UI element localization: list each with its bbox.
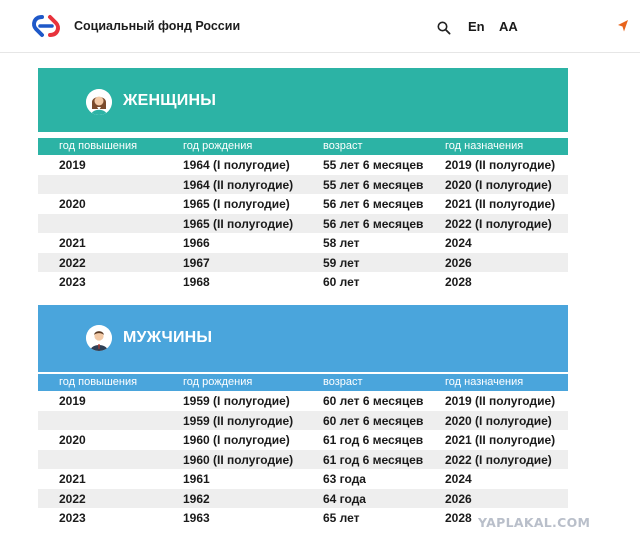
cell-assign-year: 2022 (I полугодие) (445, 216, 552, 231)
cell-raise-year: 2022 (59, 491, 86, 506)
cell-assign-year: 2021 (II полугодие) (445, 197, 556, 211)
table-row (38, 272, 568, 292)
cell-assign-year: 2020 (I полугодие) (445, 177, 552, 192)
cell-assign-year: 2019 (II полугодие) (445, 158, 556, 172)
language-switch-button[interactable]: En (468, 19, 485, 34)
table-row (38, 155, 568, 175)
men-banner (38, 305, 568, 372)
cell-assign-year: 2024 (445, 472, 472, 486)
cell-birth-year: 1964 (II полугодие) (183, 177, 294, 192)
col-header-raise-year: год повышения (59, 376, 138, 388)
table-row (38, 469, 568, 489)
cell-raise-year: 2020 (59, 197, 86, 211)
cell-birth-year: 1960 (II полугодие) (183, 452, 294, 467)
cell-raise-year: 2020 (59, 433, 86, 447)
cell-age: 59 лет (323, 255, 360, 270)
cell-birth-year: 1964 (I полугодие) (183, 158, 290, 172)
cell-raise-year: 2023 (59, 511, 86, 525)
cell-assign-year: 2028 (445, 275, 472, 289)
table-row (38, 175, 568, 195)
cell-raise-year: 2021 (59, 472, 86, 486)
search-icon[interactable] (437, 21, 451, 35)
table-row (38, 194, 568, 214)
cell-age: 55 лет 6 месяцев (323, 177, 424, 192)
cell-assign-year: 2022 (I полугодие) (445, 452, 552, 467)
women-table-header (38, 138, 568, 155)
cell-birth-year: 1959 (I полугодие) (183, 394, 290, 408)
cell-age: 63 года (323, 472, 366, 486)
cell-birth-year: 1965 (II полугодие) (183, 216, 294, 231)
man-avatar-icon (86, 325, 112, 351)
col-header-birth-year: год рождения (183, 376, 253, 388)
cell-assign-year: 2026 (445, 491, 472, 506)
cell-age: 61 год 6 месяцев (323, 452, 424, 467)
men-table-header (38, 374, 568, 391)
cell-birth-year: 1963 (183, 511, 210, 525)
cell-raise-year: 2019 (59, 158, 86, 172)
cell-assign-year: 2019 (II полугодие) (445, 394, 556, 408)
cell-age: 56 лет 6 месяцев (323, 197, 424, 211)
col-header-raise-year: год повышения (59, 140, 138, 152)
site-title[interactable]: Социальный фонд России (74, 19, 241, 33)
col-header-age: возраст (323, 140, 363, 152)
cell-age: 64 года (323, 491, 366, 506)
men-title: МУЖЧИНЫ (123, 329, 213, 346)
cell-birth-year: 1965 (I полугодие) (183, 197, 290, 211)
table-row (38, 214, 568, 234)
logo-icon[interactable] (30, 13, 62, 39)
men-table (38, 374, 568, 528)
cell-assign-year: 2026 (445, 255, 472, 270)
table-row (38, 253, 568, 273)
table-row (38, 489, 568, 509)
cell-raise-year: 2021 (59, 236, 86, 250)
cell-age: 60 лет 6 месяцев (323, 413, 424, 428)
cell-age: 58 лет (323, 236, 360, 250)
cell-raise-year: 2019 (59, 394, 86, 408)
cell-assign-year: 2020 (I полугодие) (445, 413, 552, 428)
table-row (38, 391, 568, 411)
site-header (0, 0, 640, 53)
cell-age: 65 лет (323, 511, 360, 525)
cell-birth-year: 1968 (183, 275, 210, 289)
location-arrow-icon[interactable] (617, 19, 629, 33)
cell-age: 61 год 6 месяцев (323, 433, 424, 447)
table-row (38, 450, 568, 470)
women-title: ЖЕНЩИНЫ (123, 92, 217, 109)
cell-raise-year: 2023 (59, 275, 86, 289)
cell-assign-year: 2028 (445, 511, 472, 525)
cell-assign-year: 2024 (445, 236, 472, 250)
cell-assign-year: 2021 (II полугодие) (445, 433, 556, 447)
cell-birth-year: 1960 (I полугодие) (183, 433, 290, 447)
cell-age: 56 лет 6 месяцев (323, 216, 424, 231)
cell-age: 55 лет 6 месяцев (323, 158, 424, 172)
cell-birth-year: 1966 (183, 236, 210, 250)
col-header-assign-year: год назначения (445, 140, 524, 152)
cell-birth-year: 1962 (183, 491, 210, 506)
cell-age: 60 лет (323, 275, 360, 289)
col-header-birth-year: год рождения (183, 140, 253, 152)
women-banner (38, 68, 568, 132)
watermark: YAPLAKAL.COM (478, 515, 591, 530)
women-table-body (38, 155, 568, 292)
cell-age: 60 лет 6 месяцев (323, 394, 424, 408)
col-header-assign-year: год назначения (445, 376, 524, 388)
women-table (38, 138, 568, 292)
cell-birth-year: 1967 (183, 255, 210, 270)
font-size-button[interactable]: AA (499, 19, 518, 34)
cell-birth-year: 1961 (183, 472, 210, 486)
cell-birth-year: 1959 (II полугодие) (183, 413, 294, 428)
table-row (38, 411, 568, 431)
col-header-age: возраст (323, 376, 363, 388)
table-row (38, 430, 568, 450)
cell-raise-year: 2022 (59, 255, 86, 270)
men-table-body (38, 391, 568, 528)
table-row (38, 233, 568, 253)
woman-avatar-icon (86, 89, 112, 115)
